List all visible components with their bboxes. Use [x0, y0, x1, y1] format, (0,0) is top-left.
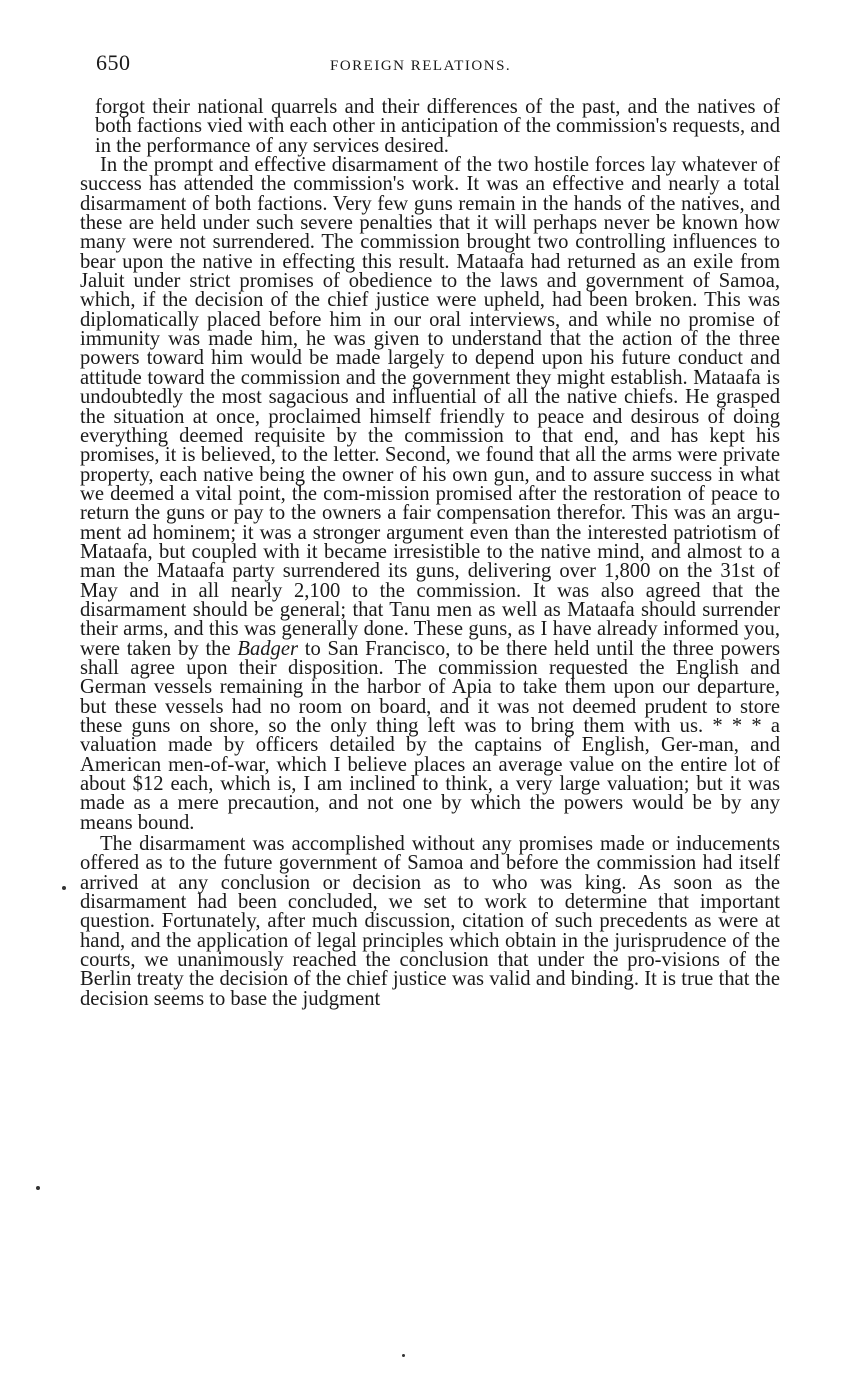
- margin-mark: [36, 1186, 40, 1190]
- paragraph-disarmament-part2: to San Francisco, to be there held until the three powers shall agree upon their disposition. The commission requested the English and German vessels remaining in the harbor of Apia to take them upon our departure, but these vessels had no room on board, and it was not deemed prudent to store these guns on shore, so the only thing left was to bring them with us. * * * a valuation made by officers detailed by the captains of English, Ger-man, and American men-of-war, which I believe places an average value on the entire lot of about $12 each, which is, I am inclined to think, a very large valuation; but it was made as a mere precaution, and not one by which the powers would be by any means bound.: [80, 637, 780, 834]
- paragraph-disarmament: [80, 156, 780, 833]
- paragraph-kingship: The disarmament was accomplished without any promises made or inducements offered as to the future government of Samoa and before the commission had itself arrived at any conclusion or decision as to who was king. As soon as the disarmament had been concluded, we set to work to determine that important question. Fortunately, after much discussion, citation of such precedents as were at hand, and the application of legal principles which obtain in the jurisprudence of the courts, we unanimously reached the conclusion that under the pro-visions of the Berlin treaty the decision of the chief justice was valid and binding. It is true that the decision seems to base the judgment: [80, 833, 780, 1010]
- paragraph-disarmament-part1: In the prompt and effective disarmament of the two hostile forces lay whatever of success has attended the commission's work. It was an effective and nearly a total disarmament of both factions. Very few guns remain in the hands of the natives, and these are held under such severe penalties that it will perhaps never be known how many were not surrendered. The commission brought two controlling influences to bear upon the native in effecting this result. Mataafa had returned as an exile from Jaluit under strict promises of obedience to the laws and government of Samoa, which, if the decision of the chief justice were upheld, had been broken. This was diplomatically placed before him in our oral interviews, and while no promise of immunity was made him, he was given to understand that the action of the three powers toward him would be made largely to depend upon his future conduct and attitude toward the commission and the government they might establish. Mataafa is undoubtedly the most sagacious and influential of all the native chiefs. He grasped the situation at once, proclaimed himself friendly to peace and desirous of doing everything deemed requisite by the commission to that end, and has kept his promises, it is believed, to the letter. Second, we found that all the arms were private property, each native being the owner of his own gun, and to assure success in what we deemed a vital point, the com-mission promised after the restoration of peace to return the guns or pay to the owners a fair compensation therefor. This was an argu-ment ad hominem; it was a stronger argument even than the interested patriotism of Mataafa, but coupled with it became irresistible to the native mind, and almost to a man the Mataafa party surrendered its guns, delivering over 1,800 on the 31st of May and in all nearly 2,100 to the commission. It was also agreed that the disarmament should be general; that Tanu men as well as Mataafa should surrender their arms, and this was generally done. These guns, as I have already informed you, were taken by the: [80, 154, 780, 660]
- margin-mark: [62, 886, 66, 890]
- page-number: 650: [96, 50, 131, 75]
- ship-name: Badger: [237, 637, 298, 660]
- paragraph-continuation: forgot their national quarrels and their differences of the past, and the natives of both factions vied with each other in anticipation of the commission's requests, and in the performance of any services desired.: [95, 96, 780, 157]
- margin-mark: [402, 1354, 405, 1357]
- body-text: [80, 98, 780, 1009]
- running-head: FOREIGN RELATIONS.: [330, 58, 512, 74]
